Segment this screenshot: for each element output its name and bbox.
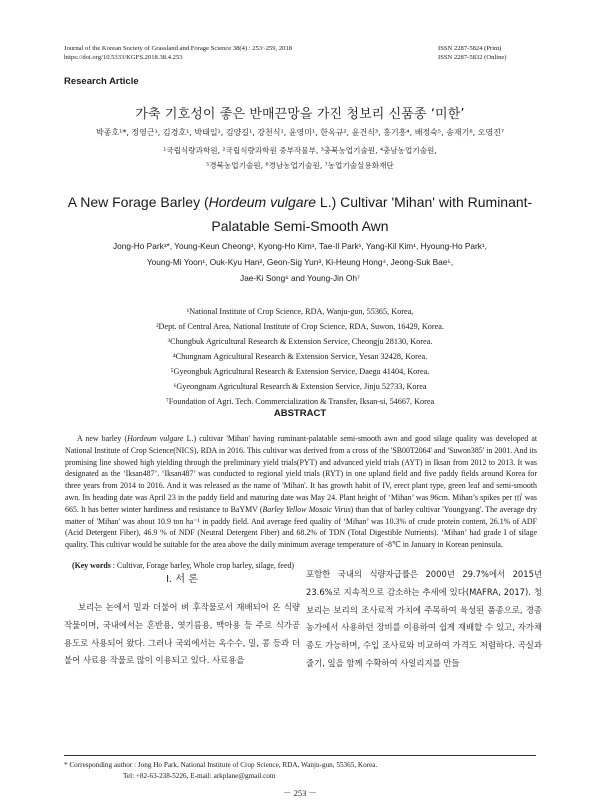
abstract-heading: ABSTRACT [273, 408, 327, 419]
issn-block [438, 44, 507, 62]
body-paragraph: 보리는 논에서 밀과 더불어 벼 후작물로서 재배되어 온 식량작물이며, 국내에서는 혼반용, 엿기름용, 맥아용 등 주로 식가공 용도로 사용되어 왔다. 그러나 국외에서는 옥수수, 밀, 콩 등과 더불어 사료용 작물로 많이 이용되고 있다. 사료용을 [64, 602, 300, 666]
affiliation: ²Dept. of Central Area, National Institute of Crop Science, RDA, Suwon, 16429, Korea. [156, 322, 444, 331]
abstract-text: ) than that of barley cultivar 'Youngyang'. The average dry matter of 'Mihan' was about 10.9 ton ha⁻¹ in paddy field. And average feed quality of ‘Mihan’ was 10.3% of crude protein content, 26.1% of ADF (Acid Detergent Fiber), 46.9 % of NDF (Neutral Detergent Fiber) and 68.2% of TDN (Total Digestible Nutrients). ‘Mihan’ had grade I of silage quality. This cultivar would be suitable for the area above the daily minimum average temperature of -8℃ in January in Korean peninsula. [65, 504, 537, 550]
abstract-body [65, 433, 537, 551]
body-paragraph: 포함한 국내의 식량자급률은 2000년 29.7%에서 2015년 23.6%로 지속적으로 감소하는 추세에 있다(MAFRA, 2017). 청보리는 보리의 조사료적 가치에 주목하여 육성된 품종으로, 경종농가에서 사용하던 장비를 이용하여 쉽게 재배할 수 있고, 자가채종도 가능하며, 수입 조사료와 비교하여 가격도 저렴하다. 곡실과 줄기, 잎을 함께 수확하여 사일리지를 만들 [306, 569, 542, 668]
keywords [72, 561, 294, 570]
title-part: A New Forage Barley ( [67, 194, 209, 210]
corresponding-author: * Corresponding author : Jong Ho Park, National Institute of Crop Science, RDA, Wanju-gun, 55365, Korea. [64, 761, 378, 769]
affiliation: ⁶Gyeongnam Agricultural Research & Extension Service, Jinju 52733, Korea [173, 382, 427, 391]
journal-citation: Journal of the Korean Society of Grassland and Forage Science 38(4) : 253~259, 2018 [64, 45, 293, 52]
body-left-column [64, 599, 300, 670]
affiliation: ⁷Foundation of Agri. Tech. Commercialization & Transfer, Iksan-si, 54667, Korea [165, 397, 435, 406]
title-species: Hordeum vulgare [208, 194, 317, 210]
issn-print: ISSN 2287-5824 (Print) [438, 45, 502, 52]
footnote [64, 760, 536, 781]
title-part: L.) Cultivar 'Mihan' with Ruminant- [316, 194, 533, 210]
authors-line: Jae-Ki Song⁶ and Young-Jin Oh⁷ [240, 273, 360, 283]
english-authors [40, 238, 560, 286]
abstract-virus: Barley Yellow Mosaic Virus [262, 504, 351, 514]
keywords-list: : Cultivar, Forage barley, Whole crop barley, silage, feed) [110, 561, 295, 570]
body-right-column [306, 566, 542, 673]
article-type: Research Article [64, 76, 139, 87]
page-number: － 253 － [282, 788, 317, 798]
abstract-text: L.) cultivar 'Mihan' having ruminant-palatable semi-smooth awn and good silage quality was developed at National Institute of Crop Science(NICS), RDA in 2016. This cultivar was derived from a cross of the 'SB00T2064' and 'Suwon385' in 2001. And its promising line showed high yielding through the preliminary yield trials(PYT) and advanced yield trials (AYT) in Iksan from 2012 to 2013. It was designated as the ‘Iksan487’. ‘Iksan487’ was conducted to regional yield trials (RYT) in one upland field and five paddy fields around Korea for three years from 2014 to 2016. And it was released as the name of 'Mihan'. It has growth habit of IV, erect plant type, green leaf and semi-smooth awn. Its heading date was April 23 in the paddy field and maturing date was May 24. Plant height of ‘Mihan’ was 96cm. Mihan’s spikes per ㎡ was 665. It has better winter hardiness and resistance to BaYMV ( [65, 434, 538, 514]
issn-online: ISSN 2287-5832 (Online) [438, 54, 507, 61]
english-title [40, 190, 560, 238]
korean-title: 가축 기호성이 좋은 반매끈망을 가진 청보리 신품종 ‘미한’ [135, 107, 465, 122]
abstract-text: A new barley ( [77, 434, 128, 443]
korean-affiliations-1: ¹국립식량과학원, ²국립식량과학원 중부작물부, ³충북농업기술원, ⁴충남농업기술원, [163, 146, 437, 155]
footnote-divider [64, 755, 536, 756]
korean-affiliations-2: ⁵경북농업기술원, ⁶경남농업기술원, ⁷농업기술실용화재단 [206, 161, 394, 170]
affiliation: ³Chungbuk Agricultural Research & Extension Service, Cheongju 28130, Korea. [167, 337, 433, 346]
keywords-label: (Key words [72, 561, 111, 570]
authors-line: Young-Mi Yoon¹, Ouk-Kyu Han², Geon-Sig Yun³, Ki-Heung Hong⁴, Jeong-Suk Bae⁵, [146, 257, 454, 267]
affiliation: ¹National Institute of Crop Science, RDA, Wanju-gun, 55365, Korea, [186, 307, 414, 316]
journal-header [64, 44, 292, 62]
authors-line: Jong-Ho Park¹*, Young-Keun Cheong¹, Kyong-Ho Kim¹, Tae-Il Park¹, Yang-Kil Kim¹, Hyoung-Ho Park¹, [113, 241, 487, 251]
abstract-species: Hordeum vulgare [127, 434, 184, 443]
section-heading: Ⅰ. 서 론 [166, 574, 198, 585]
korean-authors: 박종호¹*, 정영근¹, 김경호¹, 박태일¹, 김양길¹, 강천식¹, 윤영미¹, 한옥규², 윤건식³, 홍기흥⁴, 배정숙⁵, 송재기⁶, 오영진⁷ [95, 128, 505, 137]
contact-info: Tel: +82-63-238-5226, E-mail: arkplane@gmail.com [123, 771, 276, 780]
affiliation: ⁵Gyeongbuk Agricultural Research & Extension Service, Daegu 41404, Korea. [170, 367, 430, 376]
affiliation: ⁴Chungnam Agricultural Research & Extension Service, Yesan 32428, Korea. [172, 352, 428, 361]
title-line-2: Palatable Semi-Smooth Awn [211, 218, 389, 234]
doi-link[interactable]: https://doi.org/10.5333/KGFS.2018.38.4.253 [64, 54, 183, 61]
